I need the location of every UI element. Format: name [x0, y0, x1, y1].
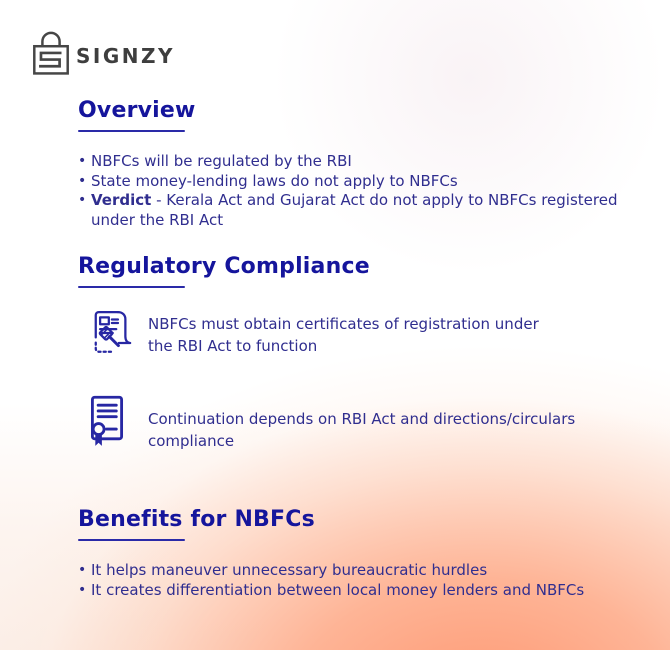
verdict-label: Verdict — [91, 191, 152, 209]
bullet-text — [91, 191, 626, 230]
regulatory-title-underline — [78, 286, 185, 288]
gavel-document-icon — [78, 306, 148, 364]
bullet-item — [78, 581, 626, 601]
bullet-item — [78, 152, 626, 172]
verdict-text: - Kerala Act and Gujarat Act do not apply to NBFCs registered under the RBI Act — [91, 191, 618, 229]
content — [78, 0, 638, 600]
section-overview — [78, 98, 638, 230]
brand-name: SIGNZY — [76, 44, 175, 68]
bullet-text: It helps maneuver unnecessary bureaucratic hurdles — [91, 561, 488, 579]
bullet-dot: • — [78, 153, 87, 169]
section-benefits — [78, 507, 638, 600]
bullet-dot: • — [78, 581, 87, 598]
regulatory-item — [78, 306, 638, 372]
regulatory-item-text: Continuation depends on RBI Act and directions/circulars compliance — [148, 410, 576, 450]
bullet-dot: • — [78, 192, 87, 208]
section-regulatory-compliance — [78, 254, 638, 467]
bullet-item-verdict — [78, 191, 626, 230]
bullet-item — [78, 561, 626, 581]
certificate-icon — [78, 392, 148, 456]
regulatory-item-text: NBFCs must obtain certificates of registration under the RBI Act to function — [148, 315, 539, 355]
overview-title: Overview — [78, 98, 196, 123]
bullet-dot: • — [78, 562, 87, 578]
regulatory-title: Regulatory Compliance — [78, 254, 370, 279]
bullet-dot: • — [78, 172, 87, 189]
benefits-title: Benefits for NBFCs — [78, 507, 315, 532]
benefits-bullet-list — [78, 561, 626, 600]
bullet-text: It creates differentiation between local money lenders and NBFCs — [91, 580, 585, 599]
benefits-title-underline — [78, 539, 185, 541]
overview-bullet-list — [78, 152, 626, 230]
signzy-padlock-icon — [30, 26, 72, 76]
bullet-text: NBFCs will be regulated by the RBI — [91, 152, 352, 170]
regulatory-item — [78, 392, 638, 467]
bullet-text: State money-lending laws do not apply to NBFCs — [91, 171, 458, 190]
overview-title-underline — [78, 130, 185, 132]
bullet-item — [78, 172, 626, 192]
